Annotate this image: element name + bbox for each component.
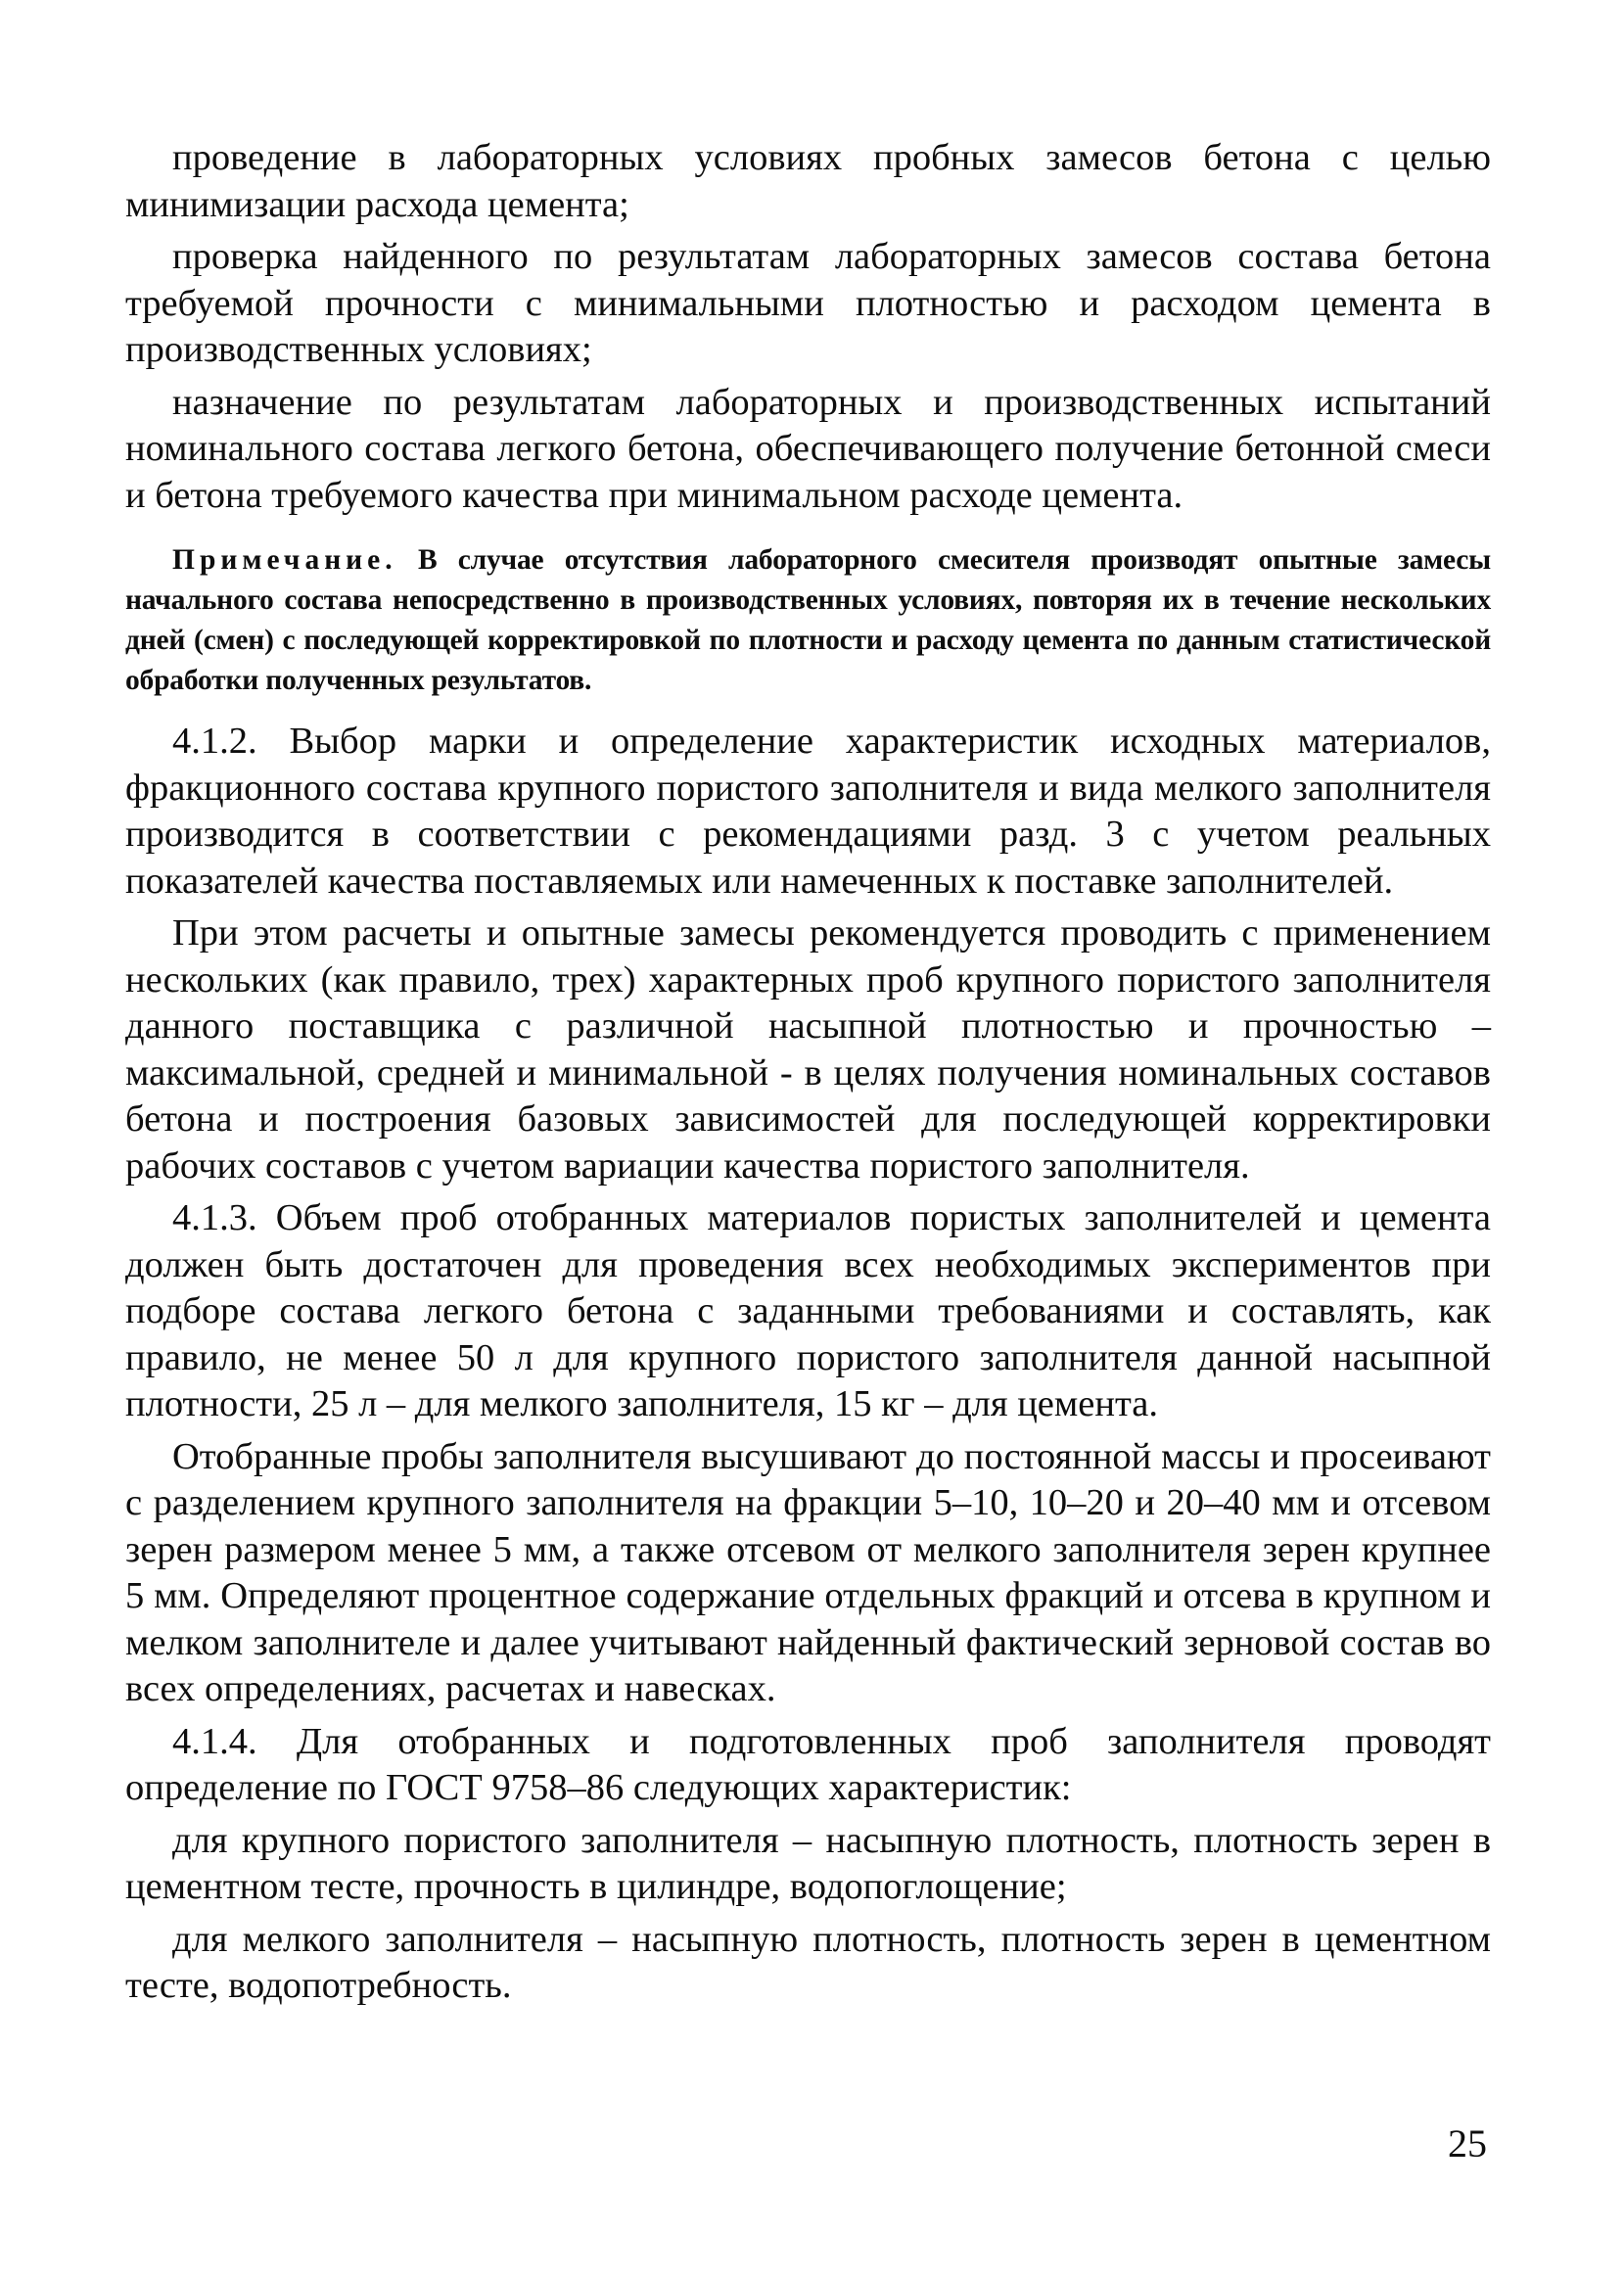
list-item-fine-aggregate: для мелкого заполнителя – насыпную плотность, плотность зерен в цементном тесте, водопотребность. <box>125 1918 1491 2006</box>
paragraph-sieving: Отобранные пробы заполнителя высушивают до постоянной массы и просеивают с разделением крупного заполнителя на фракции 5–10, 10–20 и 20–40 мм и отсевом зерен размером менее 5 мм, а также отсевом от мелкого заполнителя зерен крупнее 5 мм. Определяют процентное содержание отдельных фракций и отсева в крупном и мелком заполнителе и далее учитывают найденный фактический зерновой состав во всех определениях, расчетах и навесках. <box>125 1435 1491 1709</box>
paragraph-production-check: проверка найденного по результатам лабораторных замесов состава бетона требуемой прочности с минимальными плотностью и расходом цемента в производственных условиях; <box>125 236 1491 370</box>
note-block <box>125 540 1491 701</box>
section-4-1-4: 4.1.4. Для отобранных и подготовленных проб заполнителя проводят определение по ГОСТ 9758–86 следующих характеристик: <box>125 1720 1491 1808</box>
note-label: Примечание. <box>172 544 397 576</box>
paragraph-nominal-composition: назначение по результатам лабораторных и производственных испытаний номинального состава легкого бетона, обеспечивающего получение бетонной смеси и бетона требуемого качества при минимальном расходе цемента. <box>125 381 1491 516</box>
page-number: 25 <box>1448 2121 1487 2166</box>
note-text: В случае отсутствия лабораторного смесителя производят опытные замесы начального состава непосредственно в производственных условиях, повторяя их в течение нескольких дней (смен) с последующей корректировкой по плотности и расходу цемента по данным статистической обработки полученных результатов. <box>125 544 1491 696</box>
paragraph-lab-trial-mixes: проведение в лабораторных условиях пробных замесов бетона с целью минимизации расхода цемента; <box>125 137 1491 225</box>
section-4-1-2: 4.1.2. Выбор марки и определение характеристик исходных материалов, фракционного состава крупного пористого заполнителя и вида мелкого заполнителя производится в соответствии с рекомендациями разд. 3 с учетом реальных показателей качества поставляемых или намеченных к поставке заполнителей. <box>125 721 1491 902</box>
paragraph-sample-testing: При этом расчеты и опытные замесы рекомендуется проводить с применением нескольких (как правило, трех) характерных проб крупного пористого заполнителя данного поставщика с различной насыпной плотностью и прочностью – максимальной, средней и минимальной - в целях получения номинальных составов бетона и построения базовых зависимостей для последующей корректировки рабочих составов с учетом вариации качества пористого заполнителя. <box>125 912 1491 1187</box>
document-page <box>125 135 1491 2010</box>
list-item-coarse-aggregate: для крупного пористого заполнителя – насыпную плотность, плотность зерен в цементном тесте, прочность в цилиндре, водопоглощение; <box>125 1819 1491 1907</box>
section-4-1-3: 4.1.3. Объем проб отобранных материалов пористых заполнителей и цемента должен быть достаточен для проведения всех необходимых экспериментов при подборе состава легкого бетона с заданными требованиями и составлять, как правило, не менее 50 л для крупного пористого заполнителя данной насыпной плотности, 25 л – для мелкого заполнителя, 15 кг – для цемента. <box>125 1197 1491 1424</box>
